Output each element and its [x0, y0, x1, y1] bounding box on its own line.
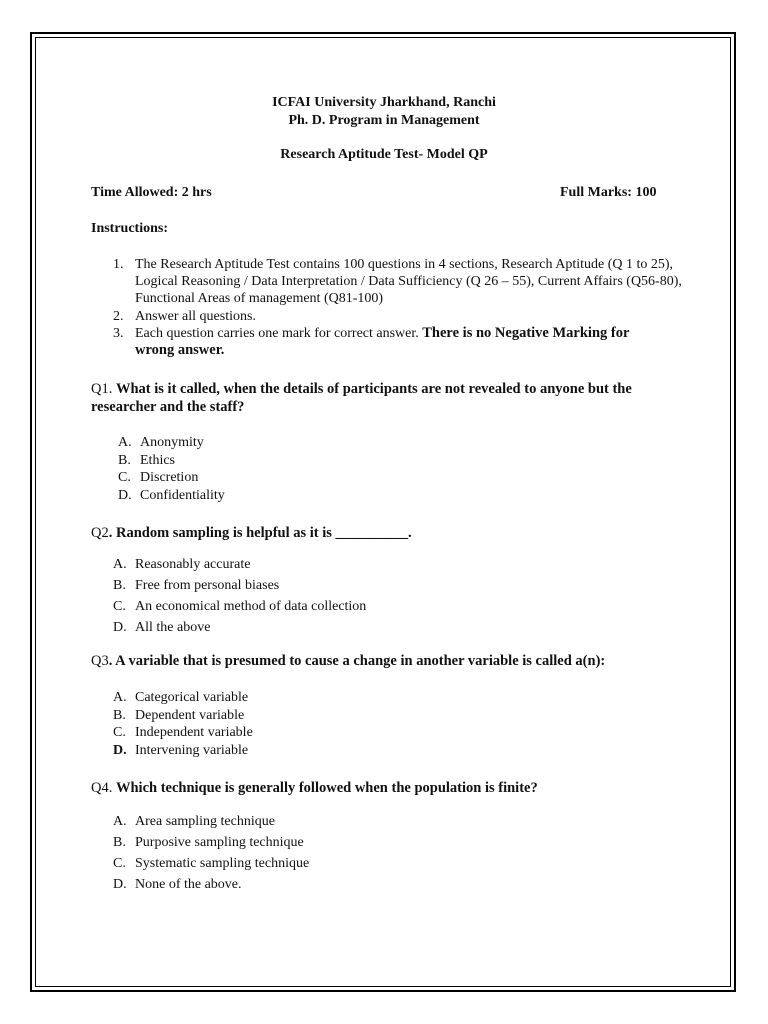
program-name: Ph. D. Program in Management — [288, 113, 480, 128]
test-title: Research Aptitude Test- Model QP — [280, 147, 488, 162]
instruction-item: 2. Answer all questions. — [113, 309, 256, 324]
instruction-item: 3. Each question carries one mark for correct answer. There is no Negative Marking for wrong answer. — [113, 325, 630, 358]
question-4: Q4. Which technique is generally followed when the population is finite? — [91, 780, 538, 796]
question-3: Q3. A variable that is presumed to cause a change in another variable is called a(n): — [91, 653, 606, 669]
question-1: Q1. What is it called, when the details of participants are not revealed to anyone but the — [91, 381, 632, 397]
question-1-cont: researcher and the staff? — [91, 399, 245, 415]
instructions-list — [113, 256, 693, 359]
instruction-item: 1. The Research Aptitude Test contains 100 questions in 4 sections, Research Aptitude (Q 1 to 25), Logical Reasoning / Data Interpretation / Data Sufficiency (Q 26 – 55), Current Affairs (Q56-80), Functional Areas of management (Q81-100) — [113, 257, 682, 306]
time-allowed: Time Allowed: 2 hrs — [91, 185, 212, 200]
question-2: Q2. Random sampling is helpful as it is __________. — [91, 525, 412, 541]
full-marks: Full Marks: 100 — [560, 185, 657, 200]
instructions-heading: Instructions: — [91, 221, 169, 236]
university-name: ICFAI University Jharkhand, Ranchi — [272, 95, 496, 110]
